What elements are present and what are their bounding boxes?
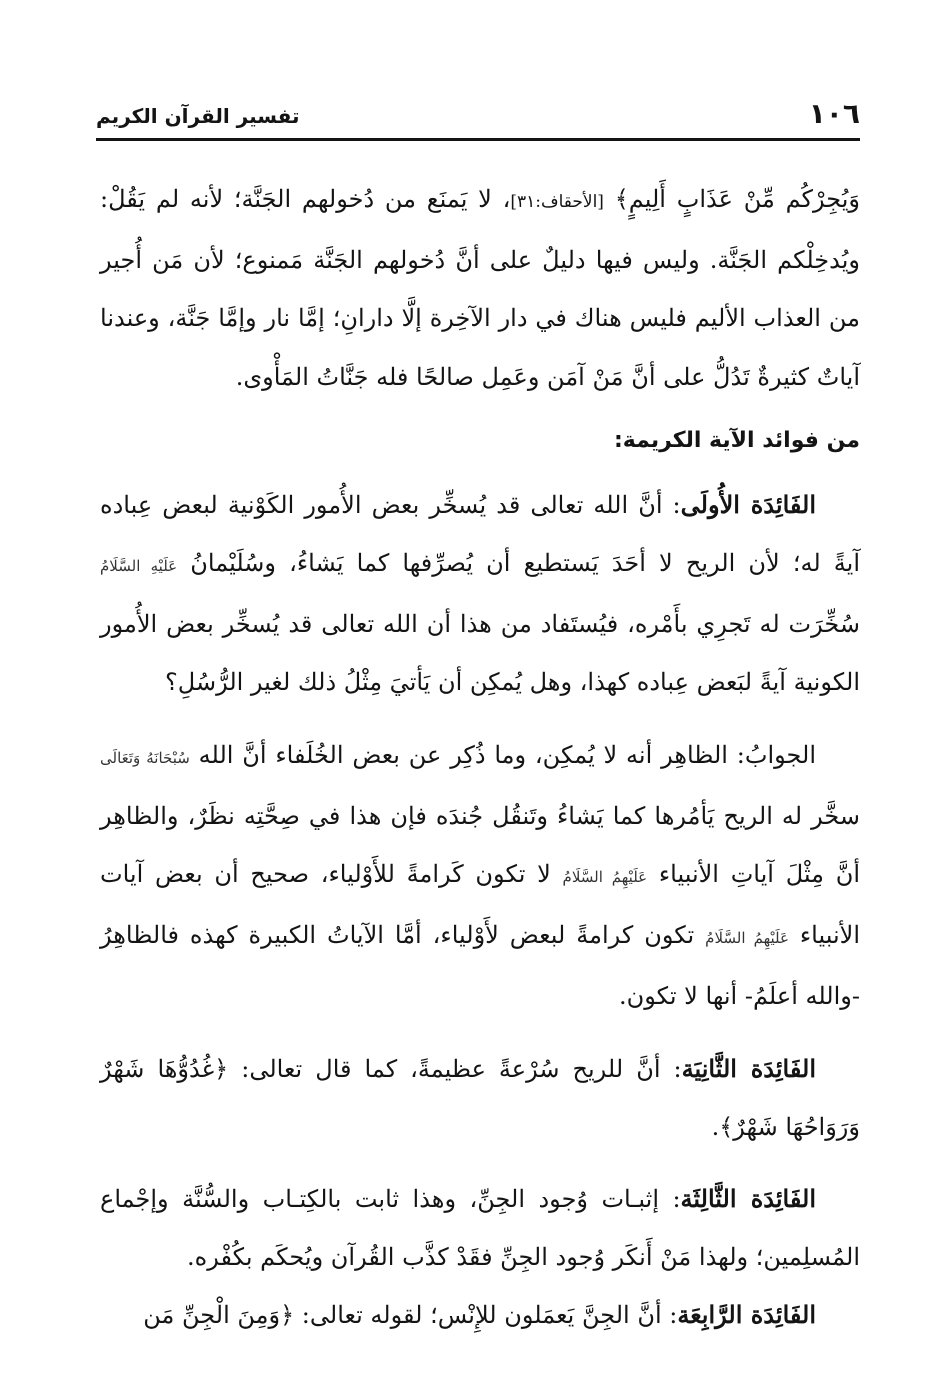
benefit-label: الفَائِدَة الثَّانِيَة: [681, 1053, 816, 1083]
paragraph-answer: الجوابُ: الظاهِر أنه لا يُمكِن، وما ذُكِر عن بعض الخُلَفاء أنَّ الله سُبْحَانَهُ وَتَعَالَى سخَّر له الريح يَأمُرها كما يَشاءُ وتَنقُل جُندَه فإن هذا في صِحَّتِه نظَرٌ، والظاهِر أنَّ مِثْلَ آياتِ الأنبياء عَلَيْهِمُ السَّلَامُ لا تكون كَرامةً للأَوْلياء، صحيح أن بعض آيات الأنبياء عَلَيْهِمُ السَّلَامُ تكون كرامةً لبعض لأَوْلياء، أمَّا الآياتُ الكبيرة كهذه فالظاهِرُ -والله أعلَمُ- أنها لا تكون.: [100, 740, 861, 1011]
benefit-label: الفَائِدَة الثَّالِثَة: [680, 1184, 816, 1214]
quran-quote: ﴿وَمِنَ الْجِنِّ مَن: [143, 1301, 295, 1330]
paragraph-benefit-3: الفَائِدَة الثَّالِثَة: إثبـات وُجود الجِنِّ، وهذا ثابت بالكِتـاب والسُّنَّة وإجْماع المُسلِمين؛ ولهذا مَنْ أَنكَر وُجود الجِنِّ فقَدْ كذَّب القُرآن ويُحكَم بكُفْره.: [100, 1184, 860, 1272]
honorific-alayhi-salam: عَلَيْهِ السَّلَامُ: [100, 557, 178, 576]
quran-quote: ﴿غُدُوُّهَا شَهْرٌ وَرَوَاحُهَا شَهْرٌ﴾: [100, 1054, 860, 1141]
benefit-label: الفَائِدَة الأُولَى: [680, 489, 817, 519]
paragraph-continuation: [100, 170, 860, 406]
paragraph-benefit-4: الفَائِدَة الرَّابِعَة: أنَّ الجِنَّ يَعمَلون للإِنْس؛ لقوله تعالى: ﴿وَمِنَ الْجِنِّ مَن: [143, 1300, 816, 1330]
honorific-alayhim-salam: عَلَيْهِمُ السَّلَامُ: [705, 929, 789, 948]
running-title: تفسير القرآن الكريم: [96, 104, 300, 128]
paragraph-benefit-1: الفَائِدَة الأُولَى: أنَّ الله تعالى قد يُسخِّر بعض الأُمور الكَوْنية لبعض عِباده آيةً له؛ لأن الريح لا أحَدَ يَستطيع أن يُصرِّفها كما يَشاءُ، وسُلَيْمانُ عَلَيْهِ السَّلَامُ سُخِّرَت له تَجرِي بأَمْره، فيُستَفاد من هذا أن الله تعالى قد يُسخِّر بعض الأُمور الكونية آيةً لبَعض عِباده كهذا، وهل يُمكِن أن يَأتيَ مِثْلُ ذلك لغير الرُّسُلِ؟: [100, 489, 860, 697]
honorific-subhanahu: سُبْحَانَهُ وَتَعَالَى: [100, 748, 190, 767]
page-body: [100, 170, 860, 1345]
header-rule: [96, 138, 860, 141]
section-heading: من فوائد الآية الكريمة:: [613, 427, 860, 453]
honorific-alayhim-salam: عَلَيْهِمُ السَّلَامُ: [562, 868, 648, 887]
paragraph-benefit-2: الفَائِدَة الثَّانِيَة: أنَّ للريح سُرْعةً عظيمةً، كما قال تعالى: ﴿غُدُوُّهَا شَهْرٌ وَرَوَاحُهَا شَهْرٌ﴾.: [100, 1053, 860, 1141]
verse-citation: [الأحقاف:٣١]: [510, 192, 604, 212]
paragraph-text: ، لا يَمنَع من دُخولهم الجَنَّة؛ لأنه لم يَقُلْ: ويُدخِلْكم الجَنَّة. وليس فيها دليلٌ على أنَّ دُخولهم الجَنَّة مَمنوع؛ لأن مَن أُجير من العذاب الأليم فليس هناك في دار الآخِرة إلَّا دارانِ؛ إمَّا نار وإمَّا جَنَّة، وعندنا آياتٌ كثيرةٌ تَدُلُّ على أنَّ مَنْ آمَن وعَمِل صالحًا فله جَنَّاتُ المَأْوى.: [100, 185, 860, 391]
quran-quote: وَيُجِرْكُم مِّنْ عَذَابٍ أَلِيمٍ﴾: [614, 185, 860, 213]
benefit-label: الفَائِدَة الرَّابِعَة: [677, 1300, 816, 1330]
page-header: [96, 94, 860, 136]
page-number: ١٠٦: [808, 97, 860, 130]
